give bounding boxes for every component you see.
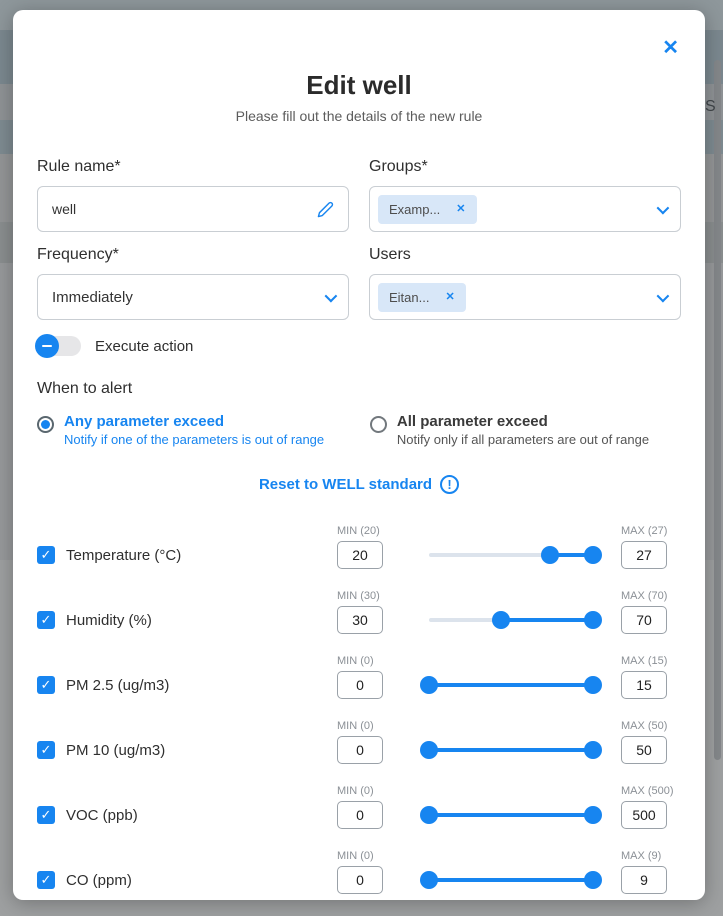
parameter-checkbox[interactable]: ✓ [37,546,55,564]
frequency-label: Frequency* [37,246,119,263]
parameter-row [37,849,681,894]
parameter-checkbox[interactable]: ✓ [37,871,55,889]
slider-max-handle[interactable] [584,871,602,889]
groups-select[interactable] [369,186,681,232]
max-input[interactable]: 27 [621,541,667,569]
chevron-down-icon[interactable] [657,289,670,302]
edit-icon[interactable] [317,201,334,218]
max-input[interactable]: 15 [621,671,667,699]
parameter-checkbox[interactable]: ✓ [37,741,55,759]
chevron-down-icon[interactable] [325,289,338,302]
users-label: Users [369,246,411,263]
max-label: MAX (70) [621,590,668,602]
min-input[interactable]: 0 [337,801,383,829]
min-input[interactable]: 0 [337,866,383,894]
slider-active-range [429,878,593,882]
slider-active-range [501,618,593,622]
backdrop-overflow-text: S [705,98,716,115]
parameter-row [37,654,681,699]
execute-action-label: Execute action [95,337,194,355]
group-chip-label: Examp... [389,201,441,217]
parameter-label: VOC (ppb) [66,806,138,824]
slider-min-handle[interactable] [492,611,510,629]
slider-max-handle[interactable] [584,611,602,629]
page-scrollbar[interactable] [714,60,721,760]
max-input[interactable]: 50 [621,736,667,764]
min-label: MIN (20) [337,525,380,537]
remove-chip-icon[interactable]: ✕ [456,202,466,215]
group-chip [378,195,477,224]
max-label: MAX (27) [621,525,668,537]
max-label: MAX (9) [621,850,662,862]
chevron-down-icon[interactable] [657,201,670,214]
close-icon[interactable]: ✕ [662,37,679,59]
range-slider [429,676,593,694]
frequency-value: Immediately [52,288,133,306]
toggle-knob [35,334,59,358]
slider-max-handle[interactable] [584,806,602,824]
radio-description: Notify if one of the parameters is out of range [64,432,325,447]
groups-field [369,158,681,232]
slider-active-range [429,683,593,687]
radio-any-parameter[interactable] [37,413,370,447]
min-label: MIN (0) [337,850,374,862]
slider-active-range [429,748,593,752]
slider-min-handle[interactable] [420,806,438,824]
parameter-checkbox[interactable]: ✓ [37,806,55,824]
slider-active-range [429,813,593,817]
parameter-row [37,784,681,829]
parameter-checkbox[interactable]: ✓ [37,676,55,694]
radio-title: All parameter exceed [396,413,548,430]
parameter-label: CO (ppm) [66,871,132,889]
range-slider [429,871,593,889]
frequency-field [37,246,349,320]
parameter-row [37,719,681,764]
max-input[interactable]: 500 [621,801,667,829]
users-field [369,246,681,320]
max-input[interactable]: 9 [621,866,667,894]
reset-link-label: Reset to WELL standard [258,476,433,493]
user-chip-label: Eitan... [389,289,430,305]
groups-label: Groups* [369,158,428,175]
min-input[interactable]: 0 [337,736,383,764]
rule-name-value: well [52,201,77,217]
max-label: MAX (500) [621,785,674,797]
min-label: MIN (0) [337,655,374,667]
slider-min-handle[interactable] [420,676,438,694]
slider-min-handle[interactable] [541,546,559,564]
min-label: MIN (0) [337,720,374,732]
radio-icon [370,416,387,433]
min-label: MIN (30) [337,590,380,602]
when-to-alert-label: When to alert [37,380,133,397]
edit-well-modal [13,10,705,900]
slider-max-handle[interactable] [584,546,602,564]
range-slider [429,546,593,564]
radio-all-parameter[interactable] [370,413,681,447]
parameter-row [37,589,681,634]
range-slider [429,741,593,759]
max-label: MAX (15) [621,655,668,667]
execute-action-toggle[interactable] [37,336,81,356]
radio-title: Any parameter exceed [64,413,225,430]
min-input[interactable]: 0 [337,671,383,699]
rule-name-field [37,158,349,232]
parameter-label: Temperature (°C) [66,546,182,564]
slider-max-handle[interactable] [584,741,602,759]
rule-name-input[interactable] [37,186,349,232]
modal-title: Edit well [306,70,412,100]
parameter-label: PM 2.5 (ug/m3) [66,676,170,694]
remove-chip-icon[interactable]: ✕ [445,290,455,303]
range-slider [429,806,593,824]
slider-min-handle[interactable] [420,871,438,889]
radio-icon [37,416,54,433]
min-label: MIN (0) [337,785,374,797]
max-input[interactable]: 70 [621,606,667,634]
user-chip [378,283,466,312]
parameter-label: Humidity (%) [66,611,152,629]
min-input[interactable]: 30 [337,606,383,634]
max-label: MAX (50) [621,720,668,732]
parameter-checkbox[interactable]: ✓ [37,611,55,629]
users-select[interactable] [369,274,681,320]
slider-min-handle[interactable] [420,741,438,759]
parameter-row [37,524,681,569]
slider-max-handle[interactable] [584,676,602,694]
modal-subtitle: Please fill out the details of the new rule [235,108,483,124]
reset-to-well-standard-link[interactable] [13,475,705,494]
parameter-label: PM 10 (ug/m3) [66,741,166,759]
radio-description: Notify only if all parameters are out of range [396,432,650,447]
min-input[interactable]: 20 [337,541,383,569]
rule-name-label: Rule name* [37,158,121,175]
exclamation-circle-icon: ! [440,475,459,494]
range-slider [429,611,593,629]
frequency-select[interactable] [37,274,349,320]
